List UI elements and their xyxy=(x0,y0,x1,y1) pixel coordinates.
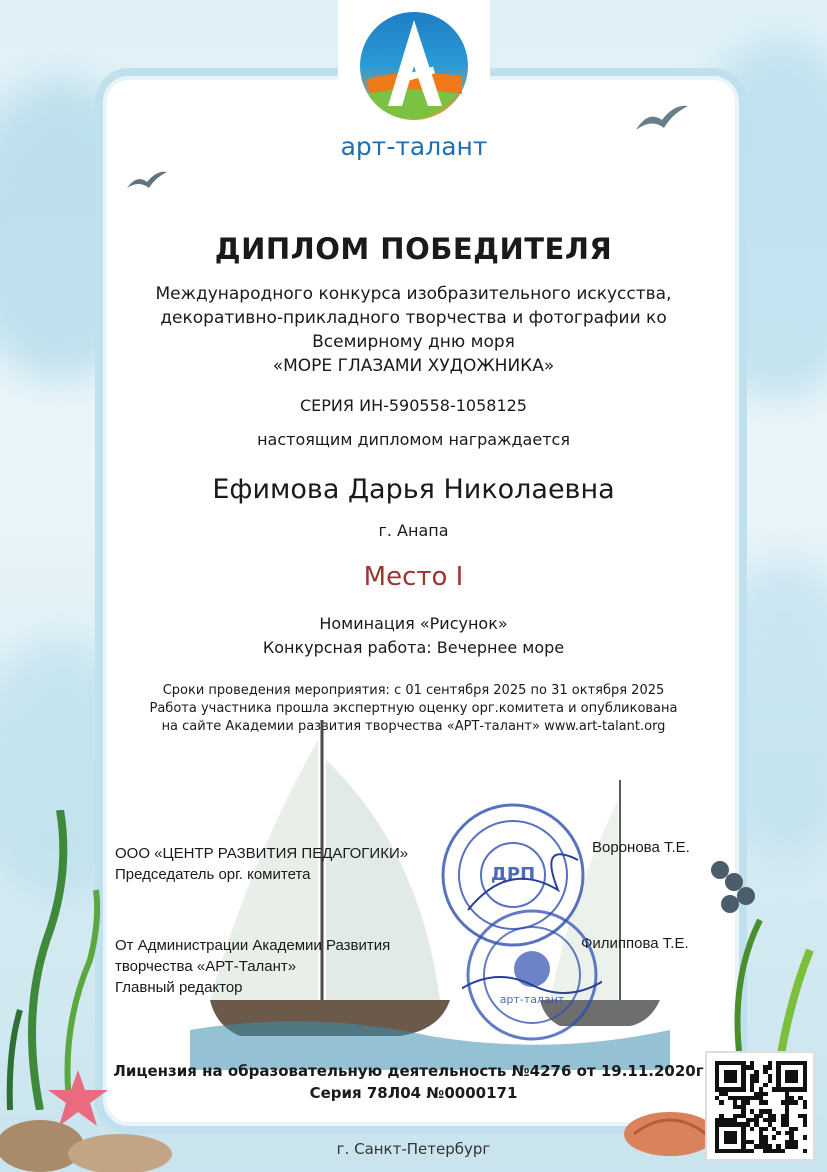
award-place: Место I xyxy=(363,562,464,592)
seagull-icon xyxy=(634,100,690,136)
admin-org: От Администрации Академии Развития xyxy=(115,937,391,954)
admin-org: творчества «АРТ-Талант» xyxy=(115,958,297,975)
org-name: ООО «ЦЕНТР РАЗВИТИЯ ПЕДАГОГИКИ» xyxy=(115,845,409,862)
license-block xyxy=(0,1060,827,1104)
contest-work: Конкурсная работа: Вечернее море xyxy=(262,638,565,657)
academy-stamp xyxy=(462,905,602,1045)
stamp-text: ДРП xyxy=(490,864,536,885)
contest-line: декоративно-прикладного творчества и фотографии ко xyxy=(160,308,667,328)
org-signature-block xyxy=(115,843,408,885)
diploma-title: ДИПЛОМ ПОБЕДИТЕЛЯ xyxy=(214,232,613,266)
recipient-name: Ефимова Дарья Николаевна xyxy=(212,474,615,505)
nomination: Номинация «Рисунок» xyxy=(319,614,508,633)
brand-name: арт-талант xyxy=(340,132,488,161)
footer-city: г. Санкт-Петербург xyxy=(336,1140,491,1158)
admin-signer: Филиппова Т.Е. xyxy=(581,935,689,952)
nomination-block xyxy=(0,612,827,660)
contest-name: «МОРЕ ГЛАЗАМИ ХУДОЖНИКА» xyxy=(272,356,555,376)
admin-role: Главный редактор xyxy=(115,979,243,996)
event-dates: Сроки проведения мероприятия: с 01 сентября 2025 по 31 октября 2025 xyxy=(162,683,665,698)
org-signer: Воронова Т.Е. xyxy=(592,839,690,856)
org-role: Председатель орг. комитета xyxy=(115,866,311,883)
art-talant-logo-icon xyxy=(358,10,470,122)
contest-line: Международного конкурса изобразительного искусства, xyxy=(155,284,672,304)
stamp-text: арт-талант xyxy=(499,993,565,1006)
rocks-decoration xyxy=(0,1096,180,1172)
series-number: СЕРИЯ ИН-590558-1058125 xyxy=(300,396,527,415)
contest-description xyxy=(0,282,827,378)
seaweed-decoration xyxy=(700,860,827,1060)
website-note: на сайте Академии развития творчества «АРТ-талант» www.art-talant.org xyxy=(161,719,666,734)
license-text: Лицензия на образовательную деятельность №4276 от 19.11.2020г xyxy=(113,1062,704,1080)
awarded-text: настоящим дипломом награждается xyxy=(257,430,570,449)
review-note: Работа участника прошла экспертную оценку орг.комитета и опубликована xyxy=(149,701,678,716)
license-series: Серия 78Л04 №0000171 xyxy=(309,1084,518,1102)
contest-line: Всемирному дню моря xyxy=(312,332,515,352)
recipient-city: г. Анапа xyxy=(378,521,449,540)
seagull-icon xyxy=(125,166,169,196)
admin-signature-block xyxy=(115,935,390,998)
